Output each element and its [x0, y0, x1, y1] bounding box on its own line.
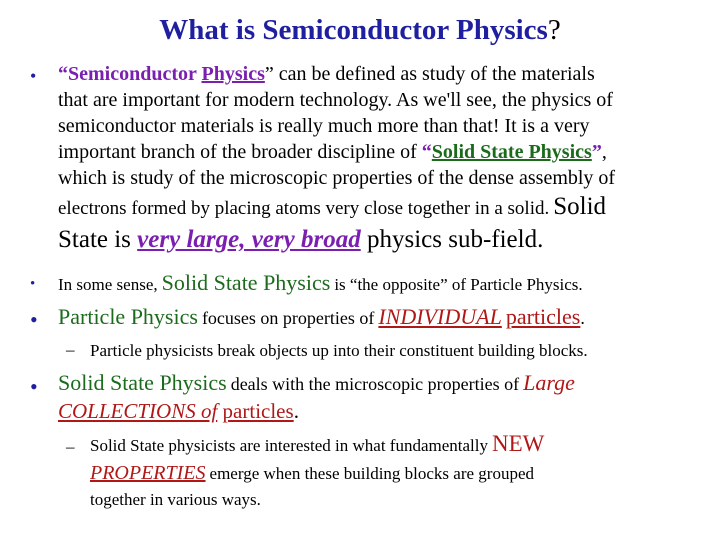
b2-line	[58, 270, 583, 296]
b3-term: Particle Physics	[58, 304, 198, 329]
b4-emphasis2: COLLECTIONS of	[58, 399, 218, 423]
b4-term: Solid State Physics	[58, 370, 227, 395]
b3-sub-line: Particle physicists break objects up into their constituent building blocks.	[90, 341, 588, 360]
b4-end: .	[293, 399, 299, 423]
b4-sub-line1	[90, 431, 544, 457]
b4-sub-emphasis2: PROPERTIES	[90, 462, 206, 484]
b3-emphasis2: particles	[505, 304, 581, 329]
b1-quote-close: ”	[591, 141, 602, 163]
b4-mid: deals with the microscopic properties of	[230, 374, 520, 394]
bullet-icon: •	[30, 374, 38, 399]
b4-sub-line3: together in various ways.	[90, 490, 261, 509]
b1-term-solid-state: Solid State Physics	[431, 141, 592, 163]
dash-icon: –	[66, 340, 75, 359]
b4-emphasis1: Large	[523, 370, 575, 395]
b3-end: .	[580, 308, 585, 328]
b1-line7-pre: State is	[58, 226, 138, 253]
b1-line4	[58, 141, 607, 164]
b1-comma: ,	[601, 141, 607, 163]
b1-line6-big: Solid	[553, 193, 607, 220]
b1-line1	[58, 63, 595, 86]
title-qmark: ?	[547, 14, 561, 46]
b4-sub-post: emerge when these building blocks are grouped	[209, 464, 535, 483]
dash-icon: –	[66, 437, 75, 456]
b1-line5: which is study of the microscopic properties of the dense assembly of	[58, 167, 616, 189]
b4-emphasis3: particles	[222, 399, 294, 423]
b1-quote-open: “	[421, 141, 432, 163]
bullet-icon: •	[30, 66, 37, 86]
b1-line6-small: electrons formed by placing atoms very close together in a solid.	[58, 198, 550, 219]
b4-line1	[58, 370, 575, 396]
b4-sub-emphasis1: NEW	[492, 431, 545, 456]
b4-line2	[58, 399, 299, 424]
b2-post: is “the opposite” of Particle Physics.	[334, 275, 583, 294]
b4-sub-pre: Solid State physicists are interested in what fundamentally	[90, 436, 488, 455]
b4-sub-line2	[90, 462, 534, 485]
b1-line1-post: ” can be defined as study of the materials	[264, 63, 595, 85]
bullet-icon: •	[30, 307, 38, 332]
bullet-icon: •	[30, 276, 36, 292]
b1-line6	[58, 193, 606, 221]
b3-mid: focuses on properties of	[201, 308, 375, 328]
b1-term1: “Semiconductor Physics	[58, 63, 265, 85]
b1-line7-post: physics sub-field.	[360, 226, 544, 253]
b2-pre: In some sense,	[58, 275, 158, 294]
b3-line	[58, 304, 585, 330]
b1-line2: that are important for modern technology. As we'll see, the physics of	[58, 89, 613, 111]
b1-line7	[58, 226, 543, 254]
b1-line3: semiconductor materials is really much more than that! It is a very	[58, 115, 590, 137]
b2-term: Solid State Physics	[161, 270, 331, 295]
page-title	[0, 14, 720, 47]
title-main: What is Semiconductor Physics	[159, 14, 548, 46]
b1-emphasis: very large, very broad	[137, 226, 361, 253]
b3-emphasis: INDIVIDUAL	[378, 304, 502, 329]
b1-line4-pre: important branch of the broader discipline of	[58, 141, 422, 163]
